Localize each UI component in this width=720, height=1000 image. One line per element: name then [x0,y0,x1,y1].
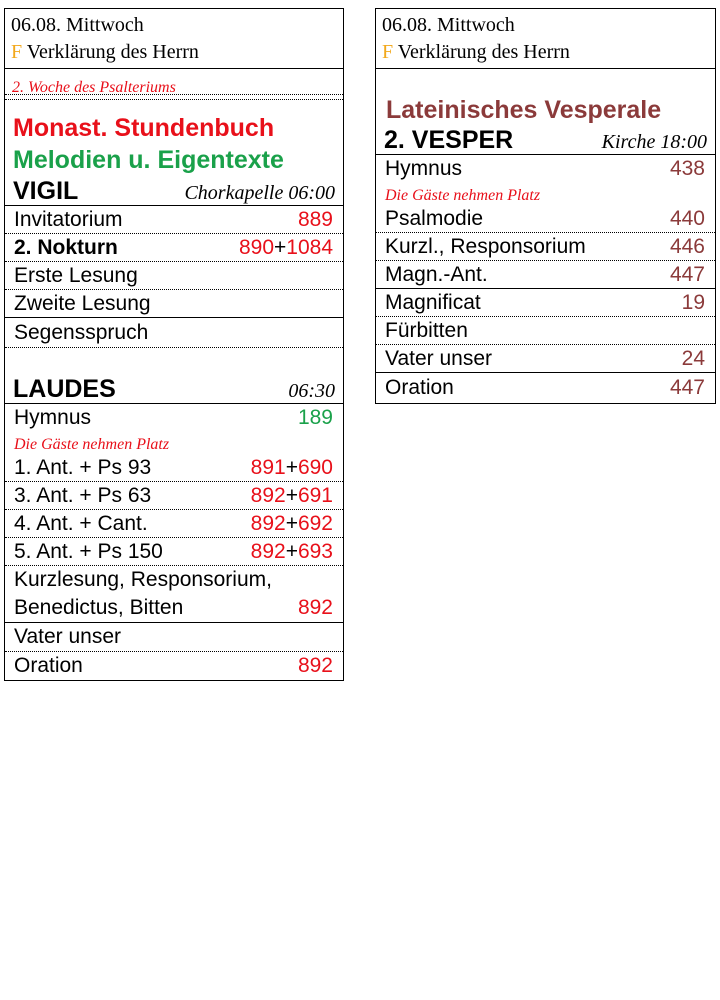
spacer [376,69,715,95]
psalter-week: 2. Woche des Psalteriums [5,69,343,95]
feast-mark: F [382,41,394,63]
laudes-row-cant: 4. Ant. + Cant. 892+692 [5,510,343,538]
page-numbers: 892+691 [250,483,333,507]
page-number: 447 [669,376,705,399]
book-subtitle: Melodien u. Eigentexte [13,146,284,174]
vigil-row-zweite-lesung: Zweite Lesung [5,290,343,318]
vigil-place-time: Chorkapelle 06:00 [184,182,335,204]
date-label: 06.08. Mittwoch [11,14,144,36]
spacer [5,348,343,374]
laudes-row-hymnus: Hymnus 189 [14,406,333,429]
liturgy-card-morning [4,8,344,681]
page-number: 440 [669,206,705,230]
laudes-header [5,374,343,404]
vesper-row-kurzl: Kurzl., Responsorium 446 [376,233,715,261]
page-number: 24 [681,346,705,370]
page-numbers: 892+693 [250,539,333,563]
vesper-place-time: Kirche 18:00 [601,131,707,153]
page-number: 189 [297,406,333,429]
laudes-row-ps150: 5. Ant. + Ps 150 892+693 [5,538,343,566]
day-header [5,9,343,69]
day-header [376,9,715,69]
vesper-row-fuerbitten: Fürbitten [376,317,715,345]
page-number: 889 [297,207,333,231]
book-title: Monast. Stundenbuch [13,114,275,142]
laudes-row-kurzlesung: Kurzlesung, Responsorium, Benedictus, Bitten 892 [5,566,343,623]
feast-mark: F [11,41,23,63]
guests-note: Die Gäste nehmen Platz [14,436,170,453]
liturgy-card-evening [375,8,716,404]
laudes-row-vater-unser: Vater unser [5,623,343,652]
page-number: 892 [297,596,333,619]
vigil-header [5,176,343,206]
vesper-row-psalmodie: Psalmodie 440 [376,205,715,233]
page-numbers: 891+690 [250,455,333,479]
vesper-row-oration: Oration 447 [385,376,705,399]
book-title: Lateinisches Vesperale [386,96,662,124]
vigil-title: VIGIL [13,177,79,205]
vesper-row-hymnus: Hymnus 438 [385,157,705,180]
laudes-time: 06:30 [288,380,335,402]
vesper-row-magnificat: Magnificat 19 [376,289,715,317]
page-numbers: 892+692 [250,511,333,535]
page-number: 447 [669,262,705,286]
page-number: 892 [297,654,333,677]
guests-note: Die Gäste nehmen Platz [385,187,541,204]
vesper-row-magn-ant: Magn.-Ant. 447 [376,261,715,289]
page-number: 438 [669,157,705,180]
feast-name: Verklärung des Herrn [397,41,570,63]
vesper-title: 2. VESPER [384,126,514,154]
laudes-row-oration: Oration 892 [14,654,333,677]
vesper-header [376,125,715,155]
laudes-row-ps93: 1. Ant. + Ps 93 891+690 [5,454,343,482]
vigil-row-erste-lesung: Erste Lesung [5,262,343,290]
page-numbers: 890+1084 [238,235,333,259]
vigil-row-segensspruch: Segensspruch [5,318,343,348]
page-number: 19 [681,290,705,314]
vigil-row-nokturn: 2. Nokturn 890+1084 [5,234,343,262]
vigil-row-invitatorium: Invitatorium 889 [5,206,343,234]
feast-name: Verklärung des Herrn [26,41,199,63]
laudes-row-ps63: 3. Ant. + Ps 63 892+691 [5,482,343,510]
page-number: 446 [669,234,705,258]
date-label: 06.08. Mittwoch [382,14,515,36]
laudes-title: LAUDES [13,375,116,403]
vesper-row-vater-unser: Vater unser 24 [376,345,715,373]
